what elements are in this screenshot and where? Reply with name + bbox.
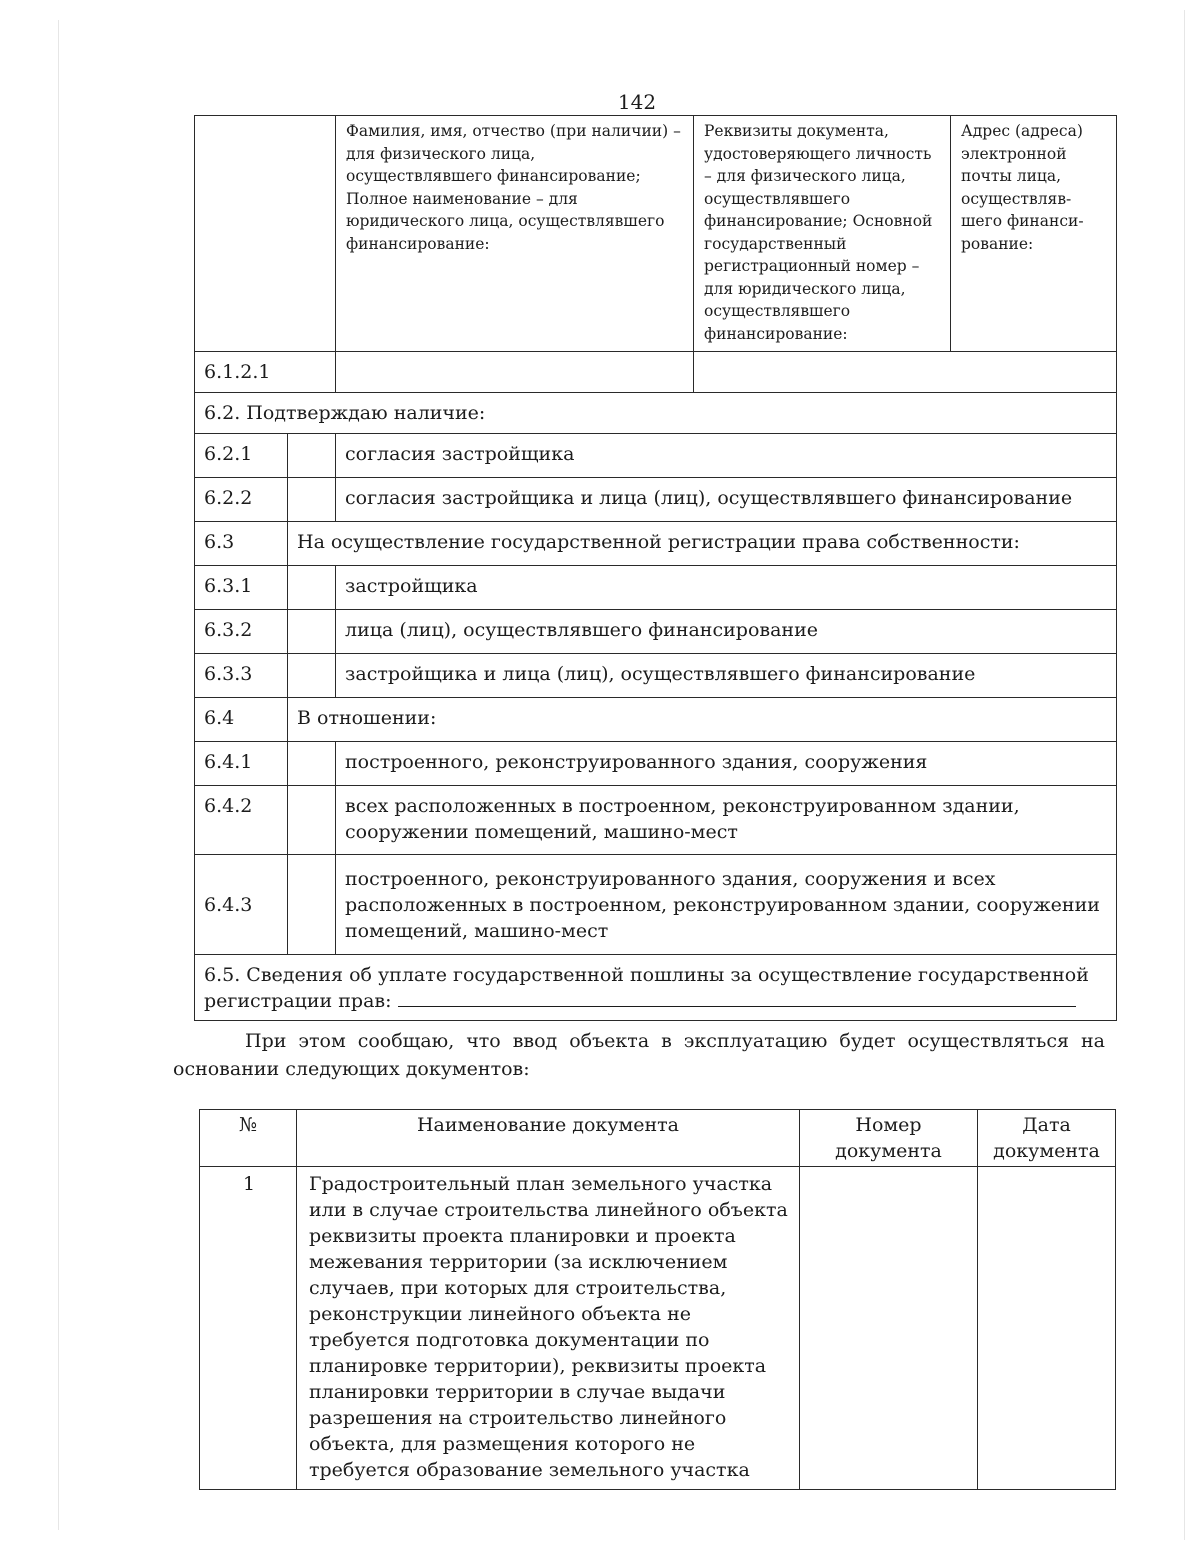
row-number: 6.4.2	[195, 786, 288, 855]
row-6-3-2	[195, 610, 1117, 654]
header-no: №	[200, 1110, 297, 1167]
header-name-cell: Фамилия, имя, отчество (при наличии) – для физического лица, осуществлявшего финансирование; Полное наименование – для юридического лица, осуществлявшего финансирование:	[336, 116, 694, 352]
row-number: 6.3.3	[195, 654, 288, 698]
row-6-2-1	[195, 434, 1117, 478]
row-text: На осуществление государственной регистрации права собственности:	[288, 522, 1117, 566]
row-6-3-3	[195, 654, 1117, 698]
checkbox-cell[interactable]	[288, 786, 336, 855]
header-requisites-cell: Реквизиты документа, удостоверяющего личность – для физического лица, осуществлявшего финансирование; Основной государственный регистрационный номер – для юридического лица, осуществлявшего финансирование:	[694, 116, 951, 352]
form-table-section-6	[194, 115, 1117, 1021]
checkbox-cell[interactable]	[288, 654, 336, 698]
documents-table	[199, 1109, 1116, 1490]
checkbox-cell[interactable]	[288, 434, 336, 478]
row-6-4-3	[195, 855, 1117, 955]
row-6-2-2	[195, 478, 1117, 522]
section-6-5-row	[195, 955, 1117, 1021]
header-email-cell: Адрес (адреса) электронной почты лица, осуществляв-шего финанси-рование:	[951, 116, 1117, 352]
fee-input-line[interactable]	[398, 1006, 1076, 1007]
row-text: лица (лиц), осуществлявшего финансирование	[336, 610, 1117, 654]
section-6-5-cell	[195, 955, 1117, 1021]
row-text: построенного, реконструированного здания, сооружения и всех расположенных в построенном, реконструированном здании, сооружении помещений, машино-мест	[336, 855, 1117, 955]
requisites-input-cell[interactable]	[694, 352, 1117, 393]
checkbox-cell[interactable]	[288, 566, 336, 610]
row-text: В отношении:	[288, 698, 1117, 742]
row-text: согласия застройщика	[336, 434, 1117, 478]
info-paragraph: При этом сообщаю, что ввод объекта в эксплуатацию будет осуществляться на основании следующих документов:	[173, 1030, 1105, 1080]
table-header-row	[195, 116, 1117, 352]
row-6-3-1	[195, 566, 1117, 610]
section-heading: 6.5. Сведения об уплате государственной пошлины за осуществление государственной регистрации прав:	[204, 964, 1089, 1012]
row-number: 6.3	[195, 522, 288, 566]
header-name: Наименование документа	[297, 1110, 800, 1167]
row-text: застройщика	[336, 566, 1117, 610]
row-number: 6.3.1	[195, 566, 288, 610]
row-doc-number[interactable]	[800, 1167, 978, 1490]
row-no: 1	[200, 1167, 297, 1490]
row-text: согласия застройщика и лица (лиц), осуществлявшего финансирование	[336, 478, 1117, 522]
row-6-4-1	[195, 742, 1117, 786]
page-number: 142	[617, 90, 657, 114]
scan-edge-right	[1184, 10, 1185, 1540]
header-date: Дата документа	[978, 1110, 1116, 1167]
row-number: 6.4	[195, 698, 288, 742]
checkbox-cell[interactable]	[288, 610, 336, 654]
row-number: 6.4.1	[195, 742, 288, 786]
row-text: всех расположенных в построенном, реконструированном здании, сооружении помещений, машино-мест	[336, 786, 1117, 855]
row-number: 6.2.2	[195, 478, 288, 522]
checkbox-cell[interactable]	[288, 478, 336, 522]
header-empty-cell	[195, 116, 336, 352]
section-heading: 6.2. Подтверждаю наличие:	[195, 393, 1117, 434]
row-doc-date[interactable]	[978, 1167, 1116, 1490]
row-text: застройщика и лица (лиц), осуществлявшего финансирование	[336, 654, 1117, 698]
header-number: Номер документа	[800, 1110, 978, 1167]
row-number: 6.1.2.1	[195, 352, 336, 393]
section-6-2-row	[195, 393, 1117, 434]
scan-edge-left	[58, 20, 59, 1530]
table-row	[200, 1167, 1116, 1490]
row-6-4-2	[195, 786, 1117, 855]
row-text: построенного, реконструированного здания, сооружения	[336, 742, 1117, 786]
row-6-1-2-1	[195, 352, 1117, 393]
checkbox-cell[interactable]	[288, 855, 336, 955]
checkbox-cell[interactable]	[288, 742, 336, 786]
row-6-4	[195, 698, 1117, 742]
row-number: 6.3.2	[195, 610, 288, 654]
name-input-cell[interactable]	[336, 352, 694, 393]
row-number: 6.4.3	[195, 855, 288, 955]
table-header-row	[200, 1110, 1116, 1167]
row-doc-name: Градостроительный план земельного участка или в случае строительства линейного объекта реквизиты проекта планировки и проекта межевания территории (за исключением случаев, при которых для строительства, реконструкции линейного объекта не требуется подготовка документации по планировке территории), реквизиты проекта планировки территории в случае выдачи разрешения на строительство линейного объекта, для размещения которого не требуется образование земельного участка	[297, 1167, 800, 1490]
row-number: 6.2.1	[195, 434, 288, 478]
row-6-3	[195, 522, 1117, 566]
